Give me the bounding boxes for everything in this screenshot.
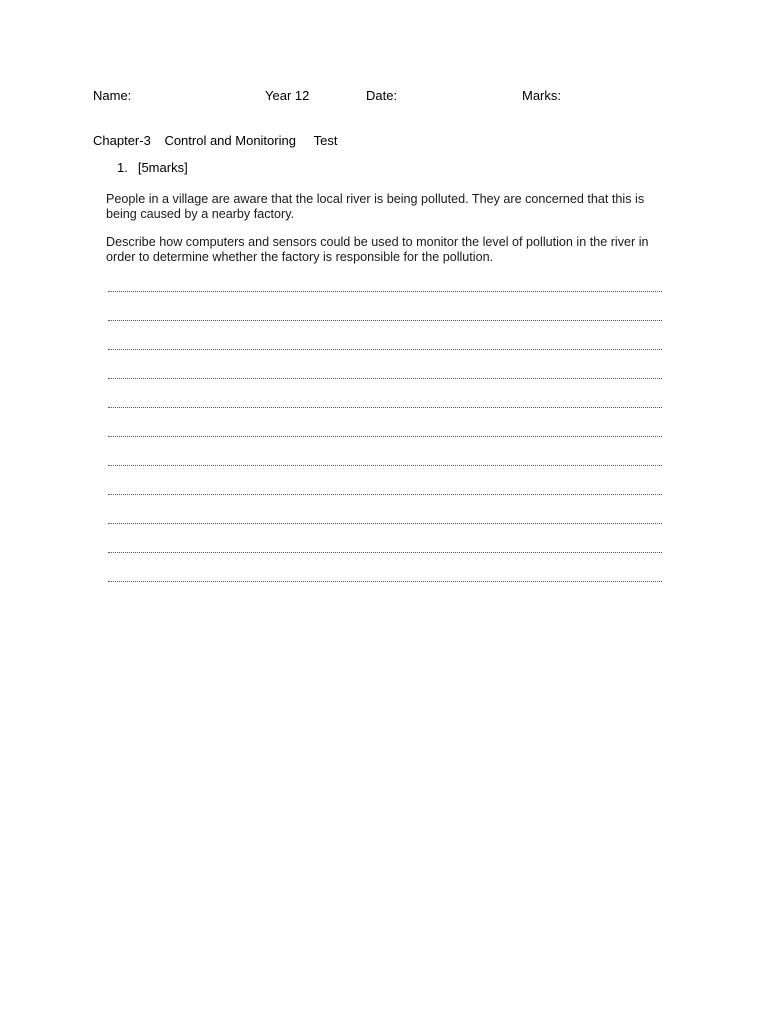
answer-line[interactable] [108,466,662,495]
question-paragraph-2: Describe how computers and sensors could be used to monitor the level of pollution in the river in order to determine whether the factory is responsible for the pollution. [106,235,649,264]
answer-area[interactable] [108,281,662,582]
answer-line[interactable] [108,408,662,437]
question-marks: [5marks] [137,160,188,175]
answer-line[interactable] [108,379,662,408]
test-type-label: Test [313,133,338,148]
topic-label: Control and Monitoring [164,133,296,148]
answer-line[interactable] [108,524,662,553]
answer-line[interactable] [108,292,662,321]
answer-line[interactable] [108,495,662,524]
marks-label: Marks: [522,88,561,103]
question-heading [117,160,188,175]
chapter-label: Chapter-3 [93,133,151,148]
year-label: Year 12 [265,88,310,103]
test-title [93,133,337,148]
answer-line[interactable] [108,321,662,350]
question-paragraph-1: People in a village are aware that the local river is being polluted. They are concerned that this is being caused by a nearby factory. [106,192,645,221]
answer-line[interactable] [108,281,662,292]
date-label: Date: [366,88,398,103]
answer-line[interactable] [108,437,662,466]
answer-line[interactable] [108,350,662,379]
answer-line[interactable] [108,553,662,582]
name-label: Name: [93,88,132,103]
question-number: 1. [117,160,128,175]
